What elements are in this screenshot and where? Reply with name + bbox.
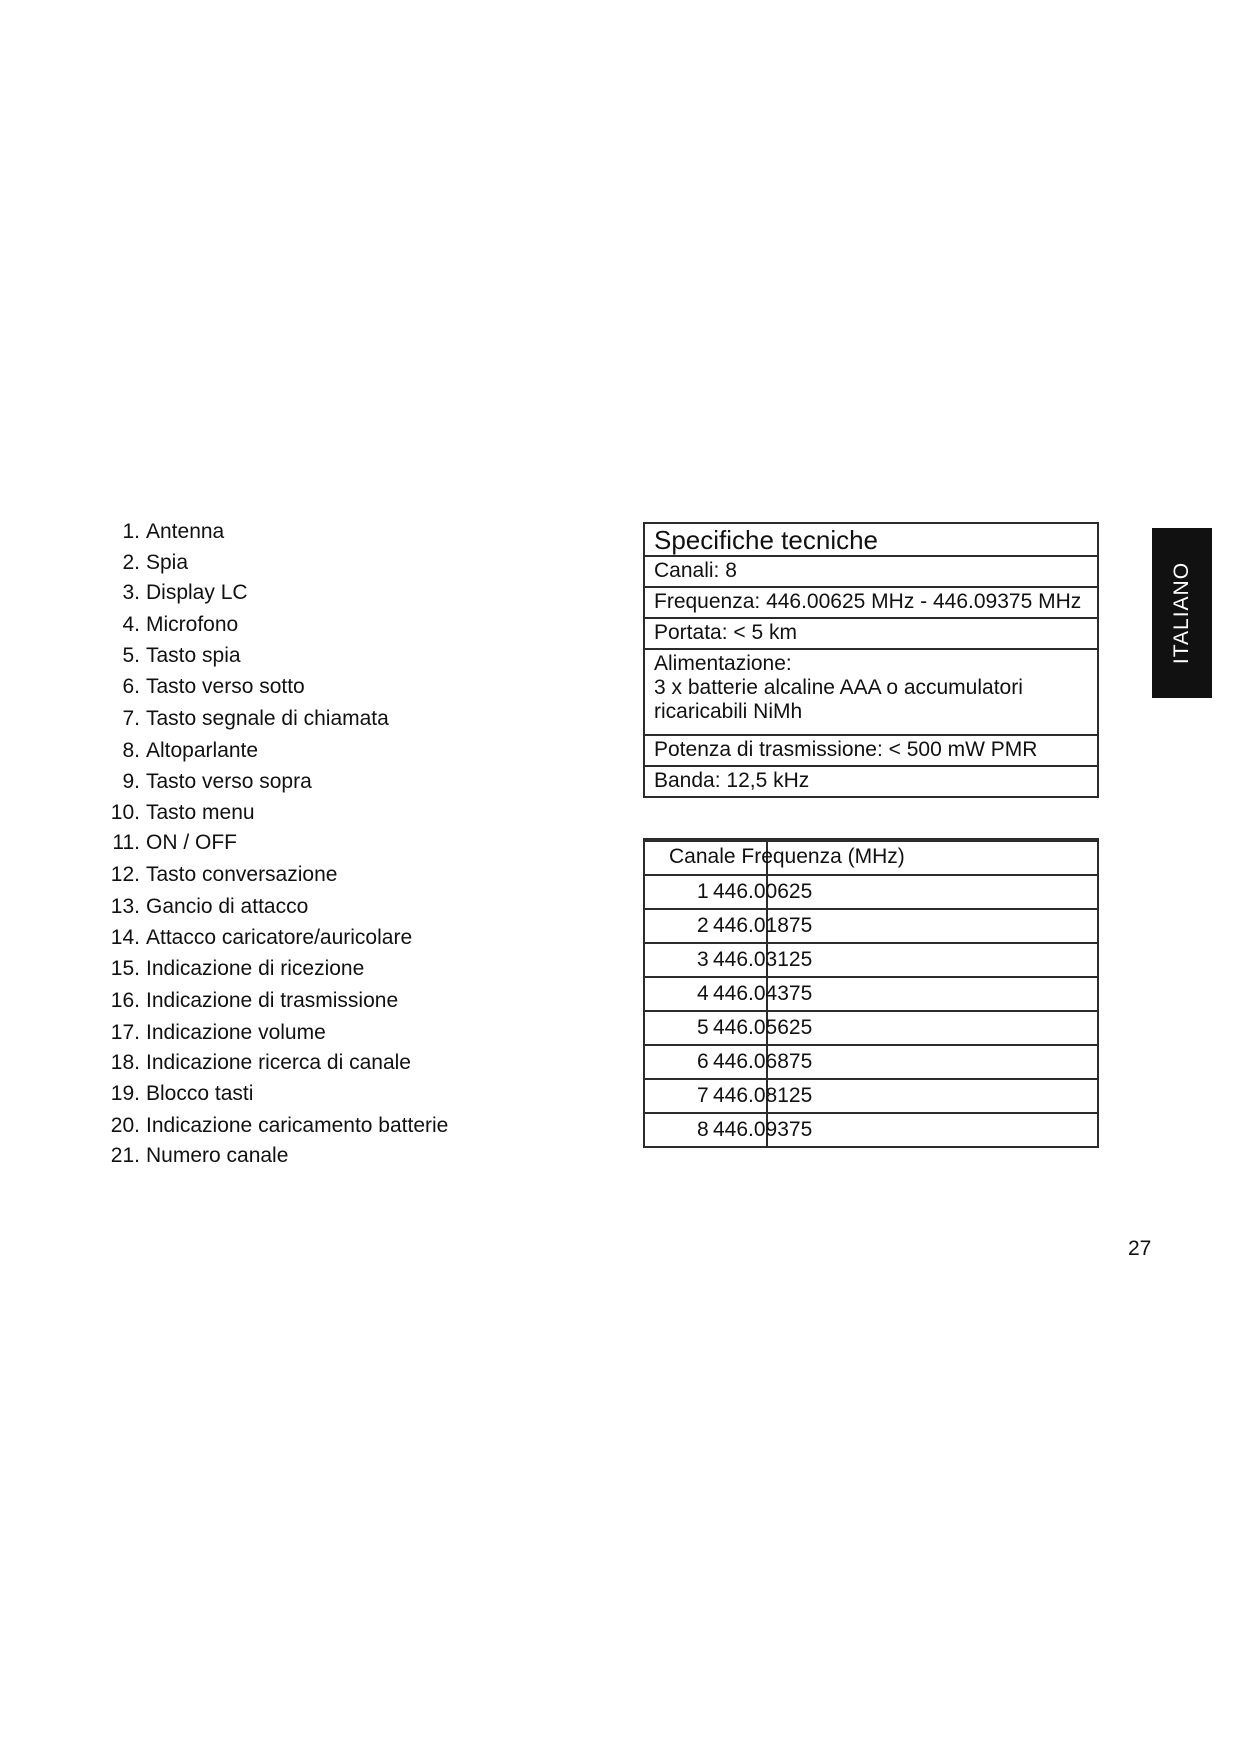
list-item [110,1082,254,1106]
list-item [110,1114,449,1138]
list-item [110,957,365,981]
item-number: 16. [110,989,140,1012]
spec-power-supply-line: 3 x batterie alcaline AAA o accumulatori [654,676,1023,699]
list-item [110,1144,289,1168]
item-number: 9. [122,770,140,793]
list-item [122,739,259,763]
channel-frequency-table [643,838,1099,1148]
item-label: Indicazione volume [146,1021,326,1044]
page-number: 27 [1128,1237,1152,1260]
item-label: Numero canale [146,1144,289,1167]
channel-number: 8 [697,1118,709,1141]
spec-channels: Canali: 8 [645,555,1097,586]
list-item [110,801,255,825]
item-label: Display LC [146,581,248,604]
item-label: Indicazione caricamento batterie [146,1114,449,1137]
item-label: Spia [146,551,189,574]
item-number: 6. [122,675,140,698]
table-row [645,942,1097,976]
channel-number: 4 [697,982,709,1005]
item-label: Attacco caricatore/auricolare [146,926,413,949]
item-number: 18. [110,1051,140,1074]
item-label: Indicazione di trasmissione [146,989,399,1012]
item-label: Tasto conversazione [146,863,338,886]
list-item [110,863,338,887]
list-item [110,989,399,1013]
item-number: 3. [122,581,140,604]
item-number: 5. [122,644,140,667]
table-row [645,1078,1097,1112]
item-number: 13. [110,895,140,918]
list-item [122,551,189,575]
item-label: Indicazione di ricezione [146,957,365,980]
table-row [645,976,1097,1010]
item-number: 4. [122,613,140,636]
channel-frequency: 446.03125 [713,948,813,971]
list-item [122,613,239,637]
channel-frequency: 446.09375 [713,1118,813,1141]
item-number: 17. [110,1021,140,1044]
item-label: Tasto spia [146,644,241,667]
list-item [122,707,389,731]
item-label: Tasto verso sopra [146,770,312,793]
item-number: 20. [110,1114,140,1137]
table-row [645,908,1097,942]
item-label: Indicazione ricerca di canale [146,1051,411,1074]
table-row [645,1044,1097,1078]
channel-frequency: 446.04375 [713,982,813,1005]
channel-number: 6 [697,1050,709,1073]
list-item [112,831,237,855]
item-number: 7. [122,707,140,730]
table-row [645,1010,1097,1044]
item-number: 14. [110,926,140,949]
list-item [122,770,312,794]
list-item [122,644,241,668]
spec-band: Banda: 12,5 kHz [645,765,1097,796]
list-item [122,520,225,544]
channel-frequency: 446.05625 [713,1016,813,1039]
channel-frequency: 446.01875 [713,914,813,937]
list-item [110,1021,326,1045]
item-number: 21. [110,1144,140,1167]
channel-frequency: 446.00625 [713,880,813,903]
item-number: 11. [112,831,140,854]
item-label: Blocco tasti [146,1082,254,1105]
table-header: Canale Frequenza (MHz) [669,845,905,868]
item-label: Tasto menu [146,801,255,824]
table-header-row [645,840,1097,874]
channel-number: 7 [697,1084,709,1107]
item-label: Altoparlante [146,739,259,762]
item-label: Microfono [146,613,239,636]
item-number: 2. [122,551,140,574]
table-row [645,874,1097,908]
item-number: 1. [122,520,140,543]
item-number: 8. [122,739,140,762]
item-number: 12. [110,863,140,886]
spec-power-supply [645,648,1097,734]
spec-range: Portata: < 5 km [645,617,1097,648]
specifications-table [643,522,1099,798]
list-item [110,895,309,919]
item-label: ON / OFF [146,831,237,854]
list-item [110,1051,411,1075]
channel-number: 5 [697,1016,709,1039]
language-tab-label: ITALIANO [1170,561,1193,665]
list-item [122,581,248,605]
specifications-title: Specifiche tecniche [654,525,879,555]
spec-power-supply-label: Alimentazione: [654,652,792,675]
spec-frequency: Frequenza: 446.00625 MHz - 446.09375 MHz [645,586,1097,617]
channel-number: 3 [697,948,709,971]
spec-transmit-power: Potenza di trasmissione: < 500 mW PMR [645,734,1097,765]
channel-number: 1 [697,880,709,903]
item-label: Tasto segnale di chiamata [146,707,389,730]
channel-frequency: 446.08125 [713,1084,813,1107]
language-tab [1152,528,1212,698]
item-number: 19. [110,1082,140,1105]
item-label: Tasto verso sotto [146,675,305,698]
list-item [122,675,305,699]
channel-number: 2 [697,914,709,937]
item-label: Antenna [146,520,225,543]
item-number: 15. [110,957,140,980]
list-item [110,926,413,950]
item-label: Gancio di attacco [146,895,309,918]
channel-frequency: 446.06875 [713,1050,813,1073]
item-number: 10. [110,801,140,824]
table-row [645,1112,1097,1146]
spec-power-supply-line: ricaricabili NiMh [654,700,803,723]
